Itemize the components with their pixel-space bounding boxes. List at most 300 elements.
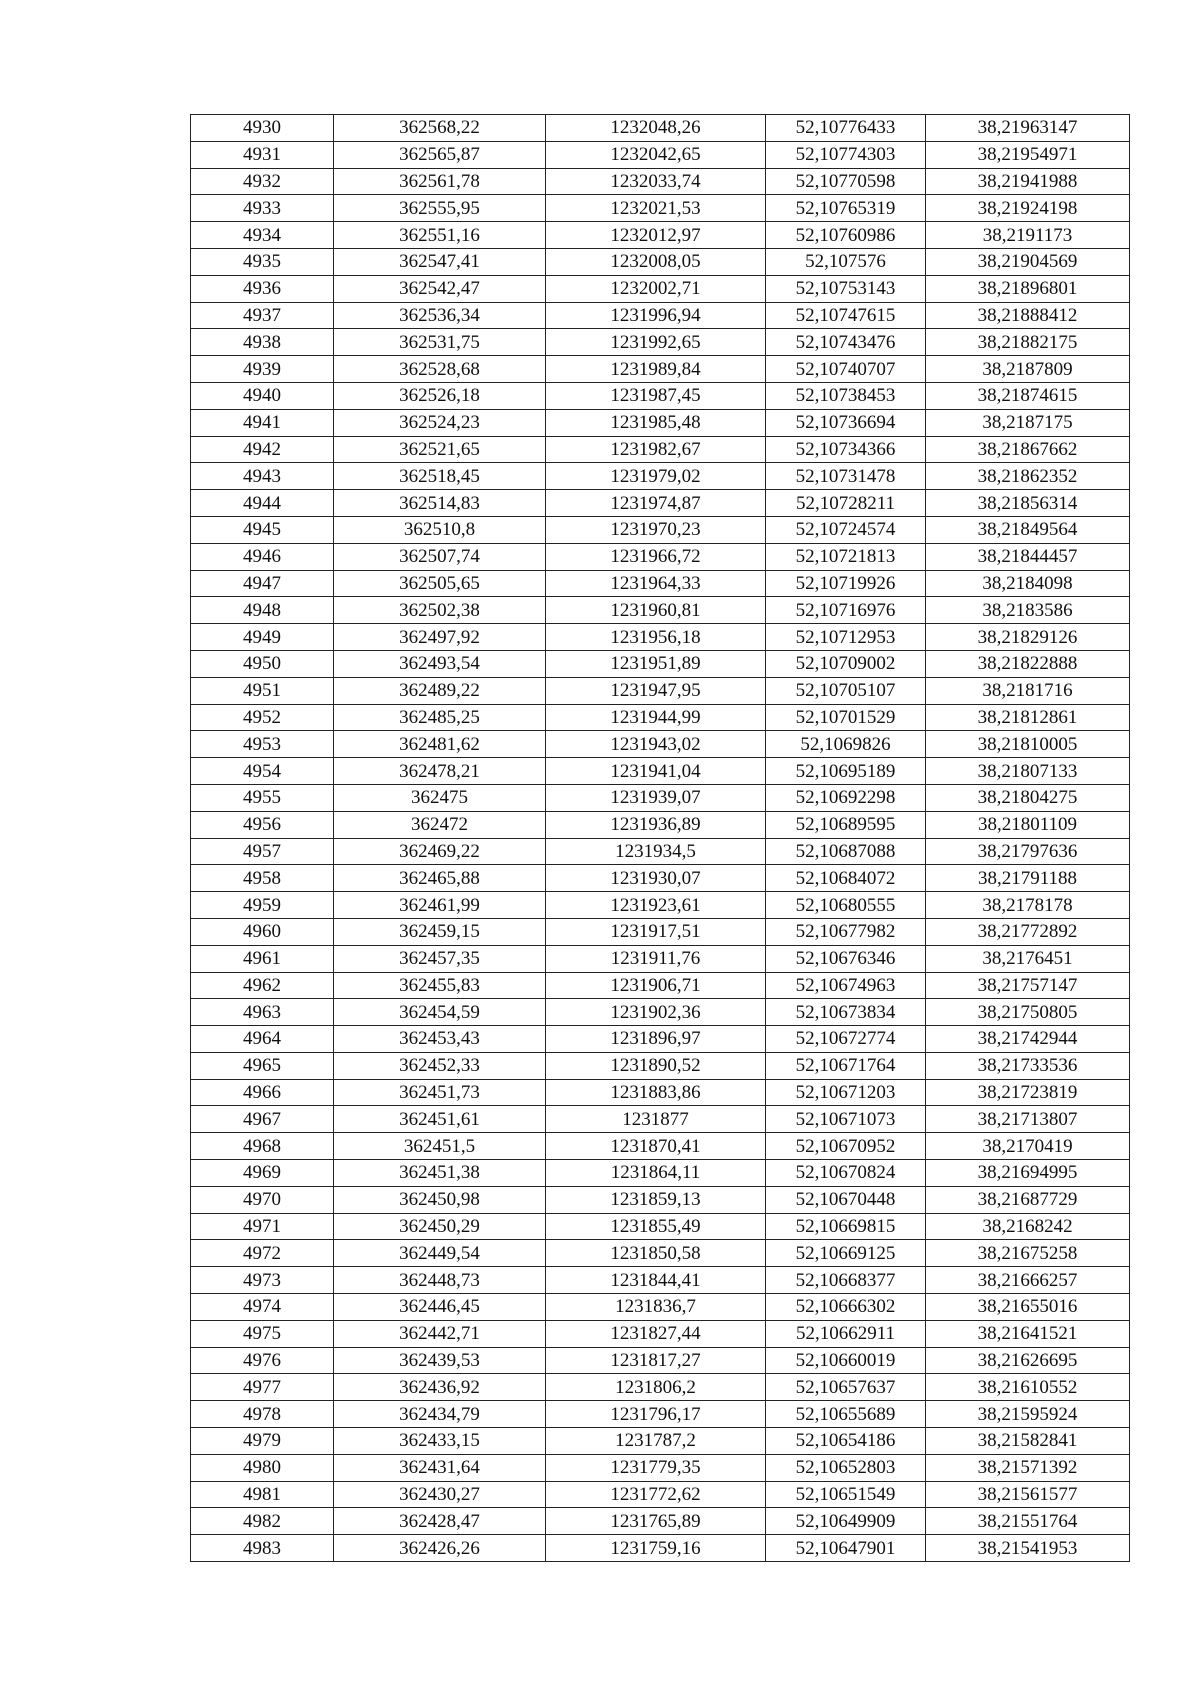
latitude-cell: 52,10673834 — [766, 999, 926, 1026]
point-number-cell: 4949 — [191, 624, 334, 651]
table-row — [191, 409, 1130, 436]
y-coordinate-cell: 1231956,18 — [546, 624, 766, 651]
point-number-cell: 4952 — [191, 704, 334, 731]
latitude-cell: 52,10669125 — [766, 1240, 926, 1267]
longitude-cell: 38,21844457 — [926, 543, 1130, 570]
point-number-cell: 4969 — [191, 1160, 334, 1187]
table-row — [191, 168, 1130, 195]
point-number-cell: 4957 — [191, 838, 334, 865]
x-coordinate-cell: 362452,33 — [334, 1052, 546, 1079]
longitude-cell: 38,21812861 — [926, 704, 1130, 731]
x-coordinate-cell: 362536,34 — [334, 302, 546, 329]
longitude-cell: 38,21610552 — [926, 1374, 1130, 1401]
table-row — [191, 382, 1130, 409]
x-coordinate-cell: 362507,74 — [334, 543, 546, 570]
point-number-cell: 4959 — [191, 892, 334, 919]
latitude-cell: 52,10674963 — [766, 972, 926, 999]
point-number-cell: 4954 — [191, 758, 334, 785]
longitude-cell: 38,21807133 — [926, 758, 1130, 785]
y-coordinate-cell: 1231941,04 — [546, 758, 766, 785]
y-coordinate-cell: 1231765,89 — [546, 1508, 766, 1535]
point-number-cell: 4932 — [191, 168, 334, 195]
point-number-cell: 4955 — [191, 784, 334, 811]
longitude-cell: 38,21829126 — [926, 624, 1130, 651]
table-row — [191, 1026, 1130, 1053]
point-number-cell: 4956 — [191, 811, 334, 838]
x-coordinate-cell: 362451,38 — [334, 1160, 546, 1187]
latitude-cell: 52,10684072 — [766, 865, 926, 892]
x-coordinate-cell: 362493,54 — [334, 650, 546, 677]
longitude-cell: 38,21810005 — [926, 731, 1130, 758]
latitude-cell: 52,10770598 — [766, 168, 926, 195]
latitude-cell: 52,10692298 — [766, 784, 926, 811]
x-coordinate-cell: 362475 — [334, 784, 546, 811]
latitude-cell: 52,10736694 — [766, 409, 926, 436]
y-coordinate-cell: 1231855,49 — [546, 1213, 766, 1240]
y-coordinate-cell: 1231947,95 — [546, 677, 766, 704]
y-coordinate-cell: 1231989,84 — [546, 356, 766, 383]
table-row — [191, 1052, 1130, 1079]
latitude-cell: 52,10747615 — [766, 302, 926, 329]
y-coordinate-cell: 1231974,87 — [546, 490, 766, 517]
latitude-cell: 52,10731478 — [766, 463, 926, 490]
table-row — [191, 463, 1130, 490]
y-coordinate-cell: 1231864,11 — [546, 1160, 766, 1187]
longitude-cell: 38,21804275 — [926, 784, 1130, 811]
x-coordinate-cell: 362555,95 — [334, 195, 546, 222]
longitude-cell: 38,21723819 — [926, 1079, 1130, 1106]
table-row — [191, 1213, 1130, 1240]
longitude-cell: 38,21791188 — [926, 865, 1130, 892]
point-number-cell: 4936 — [191, 275, 334, 302]
y-coordinate-cell: 1231827,44 — [546, 1320, 766, 1347]
point-number-cell: 4974 — [191, 1294, 334, 1321]
point-number-cell: 4930 — [191, 115, 334, 142]
y-coordinate-cell: 1231987,45 — [546, 382, 766, 409]
point-number-cell: 4947 — [191, 570, 334, 597]
longitude-cell: 38,21896801 — [926, 275, 1130, 302]
y-coordinate-cell: 1232048,26 — [546, 115, 766, 142]
x-coordinate-cell: 362510,8 — [334, 516, 546, 543]
table-row — [191, 1267, 1130, 1294]
x-coordinate-cell: 362551,16 — [334, 222, 546, 249]
longitude-cell: 38,21551764 — [926, 1508, 1130, 1535]
table-row — [191, 1508, 1130, 1535]
table-row — [191, 1240, 1130, 1267]
latitude-cell: 52,10662911 — [766, 1320, 926, 1347]
table-row — [191, 704, 1130, 731]
latitude-cell: 52,10734366 — [766, 436, 926, 463]
x-coordinate-cell: 362436,92 — [334, 1374, 546, 1401]
point-number-cell: 4953 — [191, 731, 334, 758]
table-row — [191, 248, 1130, 275]
longitude-cell: 38,21849564 — [926, 516, 1130, 543]
table-row — [191, 329, 1130, 356]
y-coordinate-cell: 1231817,27 — [546, 1347, 766, 1374]
x-coordinate-cell: 362505,65 — [334, 570, 546, 597]
y-coordinate-cell: 1231970,23 — [546, 516, 766, 543]
point-number-cell: 4971 — [191, 1213, 334, 1240]
point-number-cell: 4979 — [191, 1428, 334, 1455]
latitude-cell: 52,10753143 — [766, 275, 926, 302]
y-coordinate-cell: 1231902,36 — [546, 999, 766, 1026]
x-coordinate-cell: 362469,22 — [334, 838, 546, 865]
latitude-cell: 52,10666302 — [766, 1294, 926, 1321]
latitude-cell: 52,10712953 — [766, 624, 926, 651]
table-row — [191, 677, 1130, 704]
point-number-cell: 4944 — [191, 490, 334, 517]
point-number-cell: 4945 — [191, 516, 334, 543]
y-coordinate-cell: 1231964,33 — [546, 570, 766, 597]
latitude-cell: 52,10719926 — [766, 570, 926, 597]
table-row — [191, 784, 1130, 811]
x-coordinate-cell: 362453,43 — [334, 1026, 546, 1053]
x-coordinate-cell: 362561,78 — [334, 168, 546, 195]
longitude-cell: 38,2187175 — [926, 409, 1130, 436]
table-row — [191, 222, 1130, 249]
latitude-cell: 52,10695189 — [766, 758, 926, 785]
table-row — [191, 1160, 1130, 1187]
longitude-cell: 38,21941988 — [926, 168, 1130, 195]
x-coordinate-cell: 362478,21 — [334, 758, 546, 785]
table-row — [191, 115, 1130, 142]
latitude-cell: 52,10721813 — [766, 543, 926, 570]
table-row — [191, 570, 1130, 597]
point-number-cell: 4951 — [191, 677, 334, 704]
longitude-cell: 38,21675258 — [926, 1240, 1130, 1267]
table-row — [191, 838, 1130, 865]
longitude-cell: 38,21954971 — [926, 141, 1130, 168]
y-coordinate-cell: 1232021,53 — [546, 195, 766, 222]
longitude-cell: 38,21963147 — [926, 115, 1130, 142]
y-coordinate-cell: 1231923,61 — [546, 892, 766, 919]
y-coordinate-cell: 1231934,5 — [546, 838, 766, 865]
x-coordinate-cell: 362565,87 — [334, 141, 546, 168]
longitude-cell: 38,21687729 — [926, 1186, 1130, 1213]
x-coordinate-cell: 362430,27 — [334, 1481, 546, 1508]
y-coordinate-cell: 1231772,62 — [546, 1481, 766, 1508]
longitude-cell: 38,2168242 — [926, 1213, 1130, 1240]
longitude-cell: 38,21797636 — [926, 838, 1130, 865]
y-coordinate-cell: 1231936,89 — [546, 811, 766, 838]
longitude-cell: 38,21924198 — [926, 195, 1130, 222]
x-coordinate-cell: 362472 — [334, 811, 546, 838]
table-row — [191, 543, 1130, 570]
latitude-cell: 52,10776433 — [766, 115, 926, 142]
x-coordinate-cell: 362528,68 — [334, 356, 546, 383]
point-number-cell: 4961 — [191, 945, 334, 972]
table-row — [191, 302, 1130, 329]
table-row — [191, 1454, 1130, 1481]
y-coordinate-cell: 1231939,07 — [546, 784, 766, 811]
point-number-cell: 4939 — [191, 356, 334, 383]
latitude-cell: 52,10660019 — [766, 1347, 926, 1374]
latitude-cell: 52,10671203 — [766, 1079, 926, 1106]
x-coordinate-cell: 362455,83 — [334, 972, 546, 999]
longitude-cell: 38,21801109 — [926, 811, 1130, 838]
table-row — [191, 516, 1130, 543]
x-coordinate-cell: 362439,53 — [334, 1347, 546, 1374]
coordinates-table-body — [191, 115, 1130, 1562]
x-coordinate-cell: 362451,5 — [334, 1133, 546, 1160]
y-coordinate-cell: 1232033,74 — [546, 168, 766, 195]
table-row — [191, 275, 1130, 302]
point-number-cell: 4958 — [191, 865, 334, 892]
latitude-cell: 52,10687088 — [766, 838, 926, 865]
longitude-cell: 38,21666257 — [926, 1267, 1130, 1294]
table-row — [191, 1535, 1130, 1562]
x-coordinate-cell: 362450,98 — [334, 1186, 546, 1213]
x-coordinate-cell: 362446,45 — [334, 1294, 546, 1321]
y-coordinate-cell: 1231982,67 — [546, 436, 766, 463]
longitude-cell: 38,2178178 — [926, 892, 1130, 919]
latitude-cell: 52,10668377 — [766, 1267, 926, 1294]
x-coordinate-cell: 362434,79 — [334, 1401, 546, 1428]
y-coordinate-cell: 1231992,65 — [546, 329, 766, 356]
table-row — [191, 1347, 1130, 1374]
table-row — [191, 945, 1130, 972]
y-coordinate-cell: 1231759,16 — [546, 1535, 766, 1562]
point-number-cell: 4948 — [191, 597, 334, 624]
point-number-cell: 4950 — [191, 650, 334, 677]
point-number-cell: 4973 — [191, 1267, 334, 1294]
latitude-cell: 52,10669815 — [766, 1213, 926, 1240]
longitude-cell: 38,21874615 — [926, 382, 1130, 409]
longitude-cell: 38,2181716 — [926, 677, 1130, 704]
y-coordinate-cell: 1231996,94 — [546, 302, 766, 329]
table-row — [191, 1106, 1130, 1133]
longitude-cell: 38,21882175 — [926, 329, 1130, 356]
table-row — [191, 1320, 1130, 1347]
point-number-cell: 4975 — [191, 1320, 334, 1347]
point-number-cell: 4931 — [191, 141, 334, 168]
point-number-cell: 4960 — [191, 918, 334, 945]
point-number-cell: 4966 — [191, 1079, 334, 1106]
latitude-cell: 52,10716976 — [766, 597, 926, 624]
latitude-cell: 52,10709002 — [766, 650, 926, 677]
table-row — [191, 650, 1130, 677]
longitude-cell: 38,21757147 — [926, 972, 1130, 999]
table-row — [191, 892, 1130, 919]
table-row — [191, 811, 1130, 838]
latitude-cell: 52,10657637 — [766, 1374, 926, 1401]
point-number-cell: 4937 — [191, 302, 334, 329]
longitude-cell: 38,21733536 — [926, 1052, 1130, 1079]
table-row — [191, 1428, 1130, 1455]
longitude-cell: 38,21862352 — [926, 463, 1130, 490]
y-coordinate-cell: 1231951,89 — [546, 650, 766, 677]
y-coordinate-cell: 1231870,41 — [546, 1133, 766, 1160]
latitude-cell: 52,10670824 — [766, 1160, 926, 1187]
latitude-cell: 52,10738453 — [766, 382, 926, 409]
x-coordinate-cell: 362481,62 — [334, 731, 546, 758]
x-coordinate-cell: 362485,25 — [334, 704, 546, 731]
x-coordinate-cell: 362502,38 — [334, 597, 546, 624]
table-row — [191, 758, 1130, 785]
longitude-cell: 38,21856314 — [926, 490, 1130, 517]
point-number-cell: 4963 — [191, 999, 334, 1026]
table-row — [191, 1294, 1130, 1321]
x-coordinate-cell: 362521,65 — [334, 436, 546, 463]
point-number-cell: 4977 — [191, 1374, 334, 1401]
y-coordinate-cell: 1231883,86 — [546, 1079, 766, 1106]
table-row — [191, 356, 1130, 383]
table-row — [191, 972, 1130, 999]
y-coordinate-cell: 1232012,97 — [546, 222, 766, 249]
point-number-cell: 4934 — [191, 222, 334, 249]
longitude-cell: 38,21867662 — [926, 436, 1130, 463]
table-row — [191, 1481, 1130, 1508]
y-coordinate-cell: 1231896,97 — [546, 1026, 766, 1053]
longitude-cell: 38,21626695 — [926, 1347, 1130, 1374]
latitude-cell: 52,10676346 — [766, 945, 926, 972]
longitude-cell: 38,21822888 — [926, 650, 1130, 677]
y-coordinate-cell: 1231917,51 — [546, 918, 766, 945]
latitude-cell: 52,10649909 — [766, 1508, 926, 1535]
x-coordinate-cell: 362426,26 — [334, 1535, 546, 1562]
point-number-cell: 4935 — [191, 248, 334, 275]
point-number-cell: 4940 — [191, 382, 334, 409]
latitude-cell: 52,10670952 — [766, 1133, 926, 1160]
y-coordinate-cell: 1231850,58 — [546, 1240, 766, 1267]
point-number-cell: 4970 — [191, 1186, 334, 1213]
y-coordinate-cell: 1231943,02 — [546, 731, 766, 758]
y-coordinate-cell: 1231979,02 — [546, 463, 766, 490]
latitude-cell: 52,10670448 — [766, 1186, 926, 1213]
table-row — [191, 1133, 1130, 1160]
latitude-cell: 52,10680555 — [766, 892, 926, 919]
x-coordinate-cell: 362431,64 — [334, 1454, 546, 1481]
point-number-cell: 4972 — [191, 1240, 334, 1267]
latitude-cell: 52,10760986 — [766, 222, 926, 249]
longitude-cell: 38,21772892 — [926, 918, 1130, 945]
latitude-cell: 52,107576 — [766, 248, 926, 275]
longitude-cell: 38,21641521 — [926, 1320, 1130, 1347]
y-coordinate-cell: 1232008,05 — [546, 248, 766, 275]
latitude-cell: 52,10654186 — [766, 1428, 926, 1455]
x-coordinate-cell: 362524,23 — [334, 409, 546, 436]
y-coordinate-cell: 1231985,48 — [546, 409, 766, 436]
point-number-cell: 4968 — [191, 1133, 334, 1160]
table-row — [191, 865, 1130, 892]
x-coordinate-cell: 362457,35 — [334, 945, 546, 972]
table-row — [191, 731, 1130, 758]
y-coordinate-cell: 1231796,17 — [546, 1401, 766, 1428]
latitude-cell: 52,10728211 — [766, 490, 926, 517]
x-coordinate-cell: 362451,61 — [334, 1106, 546, 1133]
latitude-cell: 52,10651549 — [766, 1481, 926, 1508]
point-number-cell: 4981 — [191, 1481, 334, 1508]
y-coordinate-cell: 1231836,7 — [546, 1294, 766, 1321]
point-number-cell: 4967 — [191, 1106, 334, 1133]
latitude-cell: 52,10689595 — [766, 811, 926, 838]
latitude-cell: 52,10671073 — [766, 1106, 926, 1133]
latitude-cell: 52,10724574 — [766, 516, 926, 543]
longitude-cell: 38,2191173 — [926, 222, 1130, 249]
y-coordinate-cell: 1231859,13 — [546, 1186, 766, 1213]
y-coordinate-cell: 1231877 — [546, 1106, 766, 1133]
point-number-cell: 4976 — [191, 1347, 334, 1374]
point-number-cell: 4943 — [191, 463, 334, 490]
latitude-cell: 52,10652803 — [766, 1454, 926, 1481]
point-number-cell: 4938 — [191, 329, 334, 356]
x-coordinate-cell: 362454,59 — [334, 999, 546, 1026]
table-row — [191, 195, 1130, 222]
point-number-cell: 4980 — [191, 1454, 334, 1481]
table-row — [191, 490, 1130, 517]
x-coordinate-cell: 362542,47 — [334, 275, 546, 302]
table-row — [191, 436, 1130, 463]
longitude-cell: 38,21561577 — [926, 1481, 1130, 1508]
x-coordinate-cell: 362450,29 — [334, 1213, 546, 1240]
longitude-cell: 38,21541953 — [926, 1535, 1130, 1562]
y-coordinate-cell: 1231944,99 — [546, 704, 766, 731]
x-coordinate-cell: 362448,73 — [334, 1267, 546, 1294]
y-coordinate-cell: 1231779,35 — [546, 1454, 766, 1481]
point-number-cell: 4978 — [191, 1401, 334, 1428]
longitude-cell: 38,2184098 — [926, 570, 1130, 597]
x-coordinate-cell: 362442,71 — [334, 1320, 546, 1347]
point-number-cell: 4982 — [191, 1508, 334, 1535]
point-number-cell: 4933 — [191, 195, 334, 222]
latitude-cell: 52,10701529 — [766, 704, 926, 731]
x-coordinate-cell: 362449,54 — [334, 1240, 546, 1267]
y-coordinate-cell: 1231930,07 — [546, 865, 766, 892]
x-coordinate-cell: 362526,18 — [334, 382, 546, 409]
table-row — [191, 141, 1130, 168]
table-row — [191, 1401, 1130, 1428]
y-coordinate-cell: 1231806,2 — [546, 1374, 766, 1401]
point-number-cell: 4964 — [191, 1026, 334, 1053]
longitude-cell: 38,21742944 — [926, 1026, 1130, 1053]
coordinates-table — [190, 114, 1130, 1562]
x-coordinate-cell: 362461,99 — [334, 892, 546, 919]
x-coordinate-cell: 362497,92 — [334, 624, 546, 651]
longitude-cell: 38,2170419 — [926, 1133, 1130, 1160]
table-row — [191, 597, 1130, 624]
x-coordinate-cell: 362531,75 — [334, 329, 546, 356]
y-coordinate-cell: 1231906,71 — [546, 972, 766, 999]
longitude-cell: 38,21582841 — [926, 1428, 1130, 1455]
latitude-cell: 52,10671764 — [766, 1052, 926, 1079]
x-coordinate-cell: 362568,22 — [334, 115, 546, 142]
latitude-cell: 52,10672774 — [766, 1026, 926, 1053]
x-coordinate-cell: 362451,73 — [334, 1079, 546, 1106]
table-row — [191, 918, 1130, 945]
longitude-cell: 38,2187809 — [926, 356, 1130, 383]
y-coordinate-cell: 1231966,72 — [546, 543, 766, 570]
point-number-cell: 4942 — [191, 436, 334, 463]
longitude-cell: 38,2176451 — [926, 945, 1130, 972]
longitude-cell: 38,21904569 — [926, 248, 1130, 275]
y-coordinate-cell: 1231787,2 — [546, 1428, 766, 1455]
longitude-cell: 38,21750805 — [926, 999, 1130, 1026]
latitude-cell: 52,10740707 — [766, 356, 926, 383]
latitude-cell: 52,10765319 — [766, 195, 926, 222]
table-row — [191, 624, 1130, 651]
x-coordinate-cell: 362428,47 — [334, 1508, 546, 1535]
longitude-cell: 38,21655016 — [926, 1294, 1130, 1321]
longitude-cell: 38,21694995 — [926, 1160, 1130, 1187]
latitude-cell: 52,10647901 — [766, 1535, 926, 1562]
x-coordinate-cell: 362433,15 — [334, 1428, 546, 1455]
y-coordinate-cell: 1231844,41 — [546, 1267, 766, 1294]
point-number-cell: 4946 — [191, 543, 334, 570]
longitude-cell: 38,21713807 — [926, 1106, 1130, 1133]
longitude-cell: 38,2183586 — [926, 597, 1130, 624]
latitude-cell: 52,10655689 — [766, 1401, 926, 1428]
table-row — [191, 1374, 1130, 1401]
